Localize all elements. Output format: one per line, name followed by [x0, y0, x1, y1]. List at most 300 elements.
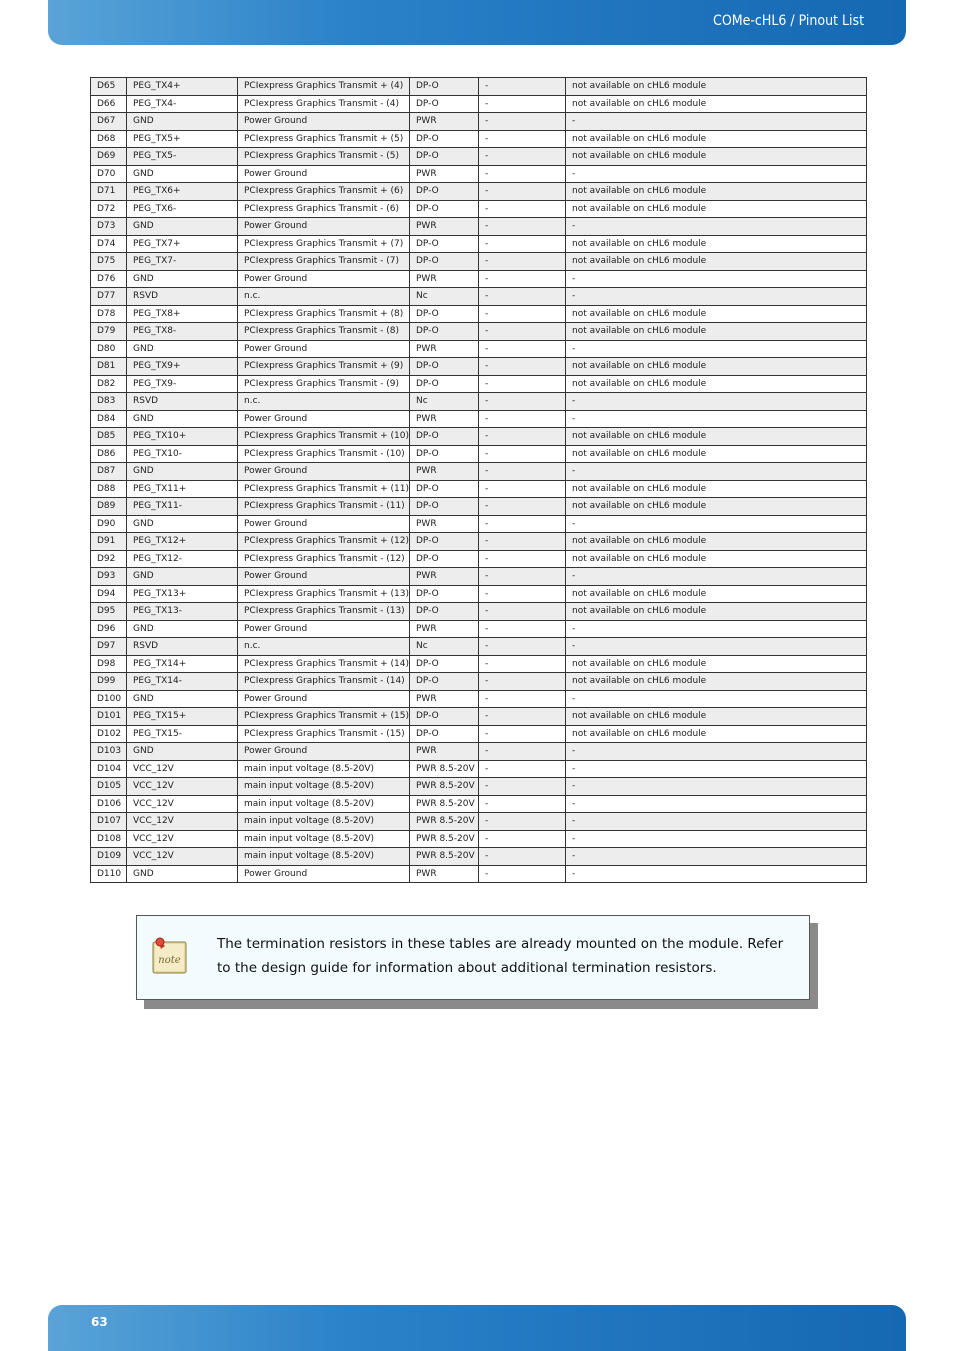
cell-pin: D65 [91, 78, 127, 96]
table-row [91, 113, 867, 131]
table-row [91, 585, 867, 603]
cell-signal: PEG_TX5- [127, 148, 238, 166]
cell-termination: - [479, 603, 566, 621]
svg-text:note: note [158, 955, 181, 966]
table-row [91, 480, 867, 498]
table-row [91, 743, 867, 761]
cell-description: PCIexpress Graphics Transmit + (12) [238, 533, 410, 551]
cell-signal: PEG_TX14- [127, 673, 238, 691]
cell-comment: - [566, 393, 867, 411]
cell-pin: D104 [91, 760, 127, 778]
cell-type: DP-O [410, 235, 479, 253]
note-text: The termination resistors in these tables are already mounted on the module. Refer to the design guide for information about additional termination resistors. [217, 936, 784, 976]
cell-termination: - [479, 813, 566, 831]
cell-signal: VCC_12V [127, 795, 238, 813]
cell-pin: D108 [91, 830, 127, 848]
cell-comment: not available on cHL6 module [566, 305, 867, 323]
cell-termination: - [479, 585, 566, 603]
cell-pin: D80 [91, 340, 127, 358]
cell-termination: - [479, 410, 566, 428]
cell-pin: D90 [91, 515, 127, 533]
cell-termination: - [479, 795, 566, 813]
table-row [91, 725, 867, 743]
cell-description: main input voltage (8.5-20V) [238, 760, 410, 778]
page-header-title: COMe-cHL6 / Pinout List [713, 13, 864, 29]
cell-signal: GND [127, 865, 238, 883]
cell-pin: D84 [91, 410, 127, 428]
cell-type: DP-O [410, 323, 479, 341]
cell-termination: - [479, 270, 566, 288]
cell-description: PCIexpress Graphics Transmit + (13) [238, 585, 410, 603]
cell-comment: not available on cHL6 module [566, 603, 867, 621]
cell-comment: not available on cHL6 module [566, 253, 867, 271]
cell-comment: not available on cHL6 module [566, 708, 867, 726]
cell-signal: VCC_12V [127, 830, 238, 848]
table-row [91, 620, 867, 638]
table-row [91, 690, 867, 708]
cell-type: DP-O [410, 95, 479, 113]
cell-termination: - [479, 340, 566, 358]
cell-termination: - [479, 480, 566, 498]
cell-description: PCIexpress Graphics Transmit + (8) [238, 305, 410, 323]
cell-description: PCIexpress Graphics Transmit - (11) [238, 498, 410, 516]
cell-pin: D89 [91, 498, 127, 516]
cell-signal: PEG_TX10+ [127, 428, 238, 446]
table-row [91, 78, 867, 96]
cell-comment: not available on cHL6 module [566, 498, 867, 516]
cell-pin: D68 [91, 130, 127, 148]
cell-type: DP-O [410, 480, 479, 498]
cell-signal: GND [127, 515, 238, 533]
cell-description: main input voltage (8.5-20V) [238, 778, 410, 796]
cell-comment: not available on cHL6 module [566, 375, 867, 393]
cell-comment: not available on cHL6 module [566, 358, 867, 376]
cell-termination: - [479, 200, 566, 218]
cell-description: PCIexpress Graphics Transmit + (6) [238, 183, 410, 201]
cell-description: PCIexpress Graphics Transmit + (4) [238, 78, 410, 96]
cell-signal: PEG_TX8+ [127, 305, 238, 323]
cell-description: Power Ground [238, 410, 410, 428]
cell-comment: not available on cHL6 module [566, 673, 867, 691]
cell-type: DP-O [410, 550, 479, 568]
cell-signal: GND [127, 270, 238, 288]
cell-signal: GND [127, 690, 238, 708]
cell-signal: PEG_TX15- [127, 725, 238, 743]
cell-description: PCIexpress Graphics Transmit + (5) [238, 130, 410, 148]
cell-pin: D69 [91, 148, 127, 166]
cell-pin: D79 [91, 323, 127, 341]
cell-termination: - [479, 655, 566, 673]
cell-comment: not available on cHL6 module [566, 533, 867, 551]
cell-type: DP-O [410, 603, 479, 621]
cell-comment: - [566, 638, 867, 656]
cell-comment: - [566, 165, 867, 183]
pinout-table [90, 77, 867, 883]
page-number: 63 [91, 1315, 108, 1329]
cell-termination: - [479, 393, 566, 411]
cell-type: DP-O [410, 445, 479, 463]
cell-type: PWR [410, 270, 479, 288]
cell-termination: - [479, 760, 566, 778]
cell-description: main input voltage (8.5-20V) [238, 830, 410, 848]
table-row [91, 760, 867, 778]
table-row [91, 813, 867, 831]
cell-description: PCIexpress Graphics Transmit - (13) [238, 603, 410, 621]
cell-signal: PEG_TX15+ [127, 708, 238, 726]
cell-signal: PEG_TX10- [127, 445, 238, 463]
cell-type: Nc [410, 393, 479, 411]
footer-bar [48, 1305, 906, 1351]
cell-type: DP-O [410, 358, 479, 376]
cell-type: DP-O [410, 725, 479, 743]
cell-type: PWR [410, 568, 479, 586]
cell-comment: - [566, 410, 867, 428]
table-row [91, 795, 867, 813]
cell-signal: RSVD [127, 638, 238, 656]
cell-type: PWR 8.5-20V [410, 830, 479, 848]
cell-termination: - [479, 375, 566, 393]
cell-pin: D73 [91, 218, 127, 236]
table-row [91, 673, 867, 691]
cell-description: Power Ground [238, 463, 410, 481]
cell-comment: not available on cHL6 module [566, 725, 867, 743]
table-row [91, 533, 867, 551]
table-row [91, 778, 867, 796]
cell-comment: not available on cHL6 module [566, 183, 867, 201]
cell-comment: - [566, 340, 867, 358]
table-row [91, 428, 867, 446]
table-row [91, 830, 867, 848]
cell-comment: - [566, 288, 867, 306]
cell-pin: D71 [91, 183, 127, 201]
cell-description: PCIexpress Graphics Transmit + (15) [238, 708, 410, 726]
cell-termination: - [479, 148, 566, 166]
cell-termination: - [479, 638, 566, 656]
cell-description: PCIexpress Graphics Transmit - (10) [238, 445, 410, 463]
cell-comment: - [566, 568, 867, 586]
cell-termination: - [479, 323, 566, 341]
cell-comment: - [566, 743, 867, 761]
cell-description: PCIexpress Graphics Transmit + (7) [238, 235, 410, 253]
cell-type: PWR [410, 620, 479, 638]
cell-pin: D106 [91, 795, 127, 813]
cell-type: DP-O [410, 200, 479, 218]
table-row [91, 358, 867, 376]
cell-type: PWR 8.5-20V [410, 778, 479, 796]
cell-termination: - [479, 288, 566, 306]
cell-pin: D98 [91, 655, 127, 673]
cell-pin: D103 [91, 743, 127, 761]
cell-termination: - [479, 165, 566, 183]
cell-pin: D102 [91, 725, 127, 743]
cell-signal: PEG_TX13+ [127, 585, 238, 603]
cell-comment: not available on cHL6 module [566, 200, 867, 218]
cell-type: DP-O [410, 673, 479, 691]
cell-pin: D66 [91, 95, 127, 113]
cell-comment: - [566, 813, 867, 831]
cell-comment: - [566, 270, 867, 288]
cell-pin: D97 [91, 638, 127, 656]
cell-signal: RSVD [127, 393, 238, 411]
cell-comment: - [566, 778, 867, 796]
cell-type: DP-O [410, 183, 479, 201]
cell-termination: - [479, 130, 566, 148]
cell-description: Power Ground [238, 270, 410, 288]
cell-description: PCIexpress Graphics Transmit + (11) [238, 480, 410, 498]
cell-type: DP-O [410, 253, 479, 271]
cell-type: DP-O [410, 130, 479, 148]
cell-description: Power Ground [238, 515, 410, 533]
cell-type: DP-O [410, 78, 479, 96]
cell-signal: VCC_12V [127, 848, 238, 866]
cell-comment: not available on cHL6 module [566, 235, 867, 253]
cell-signal: PEG_TX12+ [127, 533, 238, 551]
cell-type: PWR [410, 165, 479, 183]
pinout-table-body [91, 78, 867, 883]
cell-pin: D78 [91, 305, 127, 323]
cell-description: PCIexpress Graphics Transmit - (6) [238, 200, 410, 218]
cell-termination: - [479, 673, 566, 691]
cell-signal: GND [127, 620, 238, 638]
cell-type: PWR [410, 410, 479, 428]
cell-signal: VCC_12V [127, 778, 238, 796]
cell-termination: - [479, 830, 566, 848]
cell-termination: - [479, 515, 566, 533]
cell-pin: D70 [91, 165, 127, 183]
cell-signal: PEG_TX4+ [127, 78, 238, 96]
cell-description: main input voltage (8.5-20V) [238, 848, 410, 866]
cell-type: DP-O [410, 375, 479, 393]
cell-termination: - [479, 708, 566, 726]
cell-description: PCIexpress Graphics Transmit + (10) [238, 428, 410, 446]
table-row [91, 603, 867, 621]
table-row [91, 638, 867, 656]
table-row [91, 253, 867, 271]
cell-description: Power Ground [238, 568, 410, 586]
cell-pin: D83 [91, 393, 127, 411]
cell-comment: not available on cHL6 module [566, 323, 867, 341]
cell-type: PWR [410, 865, 479, 883]
cell-signal: PEG_TX8- [127, 323, 238, 341]
cell-pin: D95 [91, 603, 127, 621]
cell-pin: D75 [91, 253, 127, 271]
cell-termination: - [479, 725, 566, 743]
table-row [91, 165, 867, 183]
table-row [91, 235, 867, 253]
cell-comment: not available on cHL6 module [566, 585, 867, 603]
cell-termination: - [479, 533, 566, 551]
cell-signal: PEG_TX9- [127, 375, 238, 393]
cell-description: Power Ground [238, 865, 410, 883]
cell-pin: D77 [91, 288, 127, 306]
cell-pin: D88 [91, 480, 127, 498]
cell-type: DP-O [410, 533, 479, 551]
cell-signal: GND [127, 113, 238, 131]
cell-description: Power Ground [238, 340, 410, 358]
cell-termination: - [479, 620, 566, 638]
cell-pin: D94 [91, 585, 127, 603]
cell-comment: - [566, 620, 867, 638]
cell-termination: - [479, 550, 566, 568]
table-row [91, 270, 867, 288]
cell-type: PWR [410, 113, 479, 131]
table-row [91, 515, 867, 533]
cell-description: Power Ground [238, 690, 410, 708]
cell-pin: D99 [91, 673, 127, 691]
cell-signal: PEG_TX9+ [127, 358, 238, 376]
cell-comment: - [566, 865, 867, 883]
cell-comment: - [566, 848, 867, 866]
cell-description: n.c. [238, 288, 410, 306]
table-row [91, 393, 867, 411]
cell-description: PCIexpress Graphics Transmit - (7) [238, 253, 410, 271]
cell-termination: - [479, 690, 566, 708]
cell-description: Power Ground [238, 165, 410, 183]
cell-type: DP-O [410, 498, 479, 516]
cell-signal: PEG_TX11- [127, 498, 238, 516]
cell-type: PWR [410, 218, 479, 236]
table-row [91, 865, 867, 883]
cell-pin: D107 [91, 813, 127, 831]
cell-pin: D92 [91, 550, 127, 568]
cell-pin: D86 [91, 445, 127, 463]
note-box [136, 915, 810, 1000]
cell-termination: - [479, 305, 566, 323]
cell-description: PCIexpress Graphics Transmit - (12) [238, 550, 410, 568]
cell-termination: - [479, 568, 566, 586]
cell-signal: PEG_TX14+ [127, 655, 238, 673]
table-row [91, 148, 867, 166]
cell-comment: - [566, 515, 867, 533]
table-row [91, 200, 867, 218]
table-row [91, 463, 867, 481]
cell-signal: PEG_TX6+ [127, 183, 238, 201]
cell-type: Nc [410, 288, 479, 306]
cell-pin: D101 [91, 708, 127, 726]
cell-type: PWR [410, 690, 479, 708]
cell-pin: D67 [91, 113, 127, 131]
cell-type: Nc [410, 638, 479, 656]
cell-comment: - [566, 690, 867, 708]
cell-pin: D74 [91, 235, 127, 253]
cell-signal: PEG_TX11+ [127, 480, 238, 498]
cell-signal: GND [127, 340, 238, 358]
cell-signal: GND [127, 568, 238, 586]
cell-comment: not available on cHL6 module [566, 130, 867, 148]
cell-termination: - [479, 235, 566, 253]
cell-signal: VCC_12V [127, 760, 238, 778]
cell-description: main input voltage (8.5-20V) [238, 813, 410, 831]
table-row [91, 568, 867, 586]
cell-signal: PEG_TX5+ [127, 130, 238, 148]
cell-termination: - [479, 865, 566, 883]
table-row [91, 708, 867, 726]
table-row [91, 288, 867, 306]
cell-termination: - [479, 183, 566, 201]
table-row [91, 305, 867, 323]
cell-type: DP-O [410, 305, 479, 323]
table-row [91, 550, 867, 568]
cell-comment: - [566, 830, 867, 848]
cell-description: main input voltage (8.5-20V) [238, 795, 410, 813]
cell-comment: not available on cHL6 module [566, 78, 867, 96]
cell-type: DP-O [410, 655, 479, 673]
cell-comment: - [566, 795, 867, 813]
cell-description: n.c. [238, 638, 410, 656]
cell-pin: D82 [91, 375, 127, 393]
table-row [91, 445, 867, 463]
cell-type: PWR 8.5-20V [410, 848, 479, 866]
table-row [91, 848, 867, 866]
cell-comment: not available on cHL6 module [566, 655, 867, 673]
cell-description: PCIexpress Graphics Transmit - (4) [238, 95, 410, 113]
table-row [91, 95, 867, 113]
cell-pin: D81 [91, 358, 127, 376]
cell-type: DP-O [410, 148, 479, 166]
cell-pin: D96 [91, 620, 127, 638]
cell-description: PCIexpress Graphics Transmit - (5) [238, 148, 410, 166]
cell-pin: D105 [91, 778, 127, 796]
cell-termination: - [479, 743, 566, 761]
note-icon [151, 934, 189, 976]
cell-description: Power Ground [238, 620, 410, 638]
cell-comment: not available on cHL6 module [566, 95, 867, 113]
cell-signal: GND [127, 165, 238, 183]
cell-description: PCIexpress Graphics Transmit + (9) [238, 358, 410, 376]
cell-comment: - [566, 463, 867, 481]
cell-termination: - [479, 253, 566, 271]
cell-signal: PEG_TX7- [127, 253, 238, 271]
cell-signal: GND [127, 463, 238, 481]
cell-signal: RSVD [127, 288, 238, 306]
table-row [91, 498, 867, 516]
cell-description: PCIexpress Graphics Transmit + (14) [238, 655, 410, 673]
cell-description: PCIexpress Graphics Transmit - (14) [238, 673, 410, 691]
cell-comment: not available on cHL6 module [566, 148, 867, 166]
cell-type: PWR 8.5-20V [410, 813, 479, 831]
cell-signal: PEG_TX6- [127, 200, 238, 218]
cell-comment: not available on cHL6 module [566, 428, 867, 446]
table-row [91, 218, 867, 236]
cell-description: PCIexpress Graphics Transmit - (15) [238, 725, 410, 743]
table-row [91, 183, 867, 201]
cell-comment: not available on cHL6 module [566, 480, 867, 498]
cell-pin: D93 [91, 568, 127, 586]
table-row [91, 410, 867, 428]
cell-pin: D76 [91, 270, 127, 288]
table-row [91, 130, 867, 148]
cell-description: Power Ground [238, 113, 410, 131]
cell-comment: not available on cHL6 module [566, 550, 867, 568]
table-row [91, 375, 867, 393]
cell-type: DP-O [410, 585, 479, 603]
cell-termination: - [479, 445, 566, 463]
cell-description: Power Ground [238, 743, 410, 761]
cell-comment: not available on cHL6 module [566, 445, 867, 463]
cell-termination: - [479, 778, 566, 796]
cell-comment: - [566, 760, 867, 778]
cell-termination: - [479, 95, 566, 113]
cell-signal: GND [127, 218, 238, 236]
cell-type: PWR [410, 515, 479, 533]
cell-pin: D100 [91, 690, 127, 708]
cell-signal: GND [127, 743, 238, 761]
cell-type: DP-O [410, 428, 479, 446]
cell-pin: D85 [91, 428, 127, 446]
cell-signal: VCC_12V [127, 813, 238, 831]
cell-termination: - [479, 848, 566, 866]
cell-type: PWR 8.5-20V [410, 760, 479, 778]
